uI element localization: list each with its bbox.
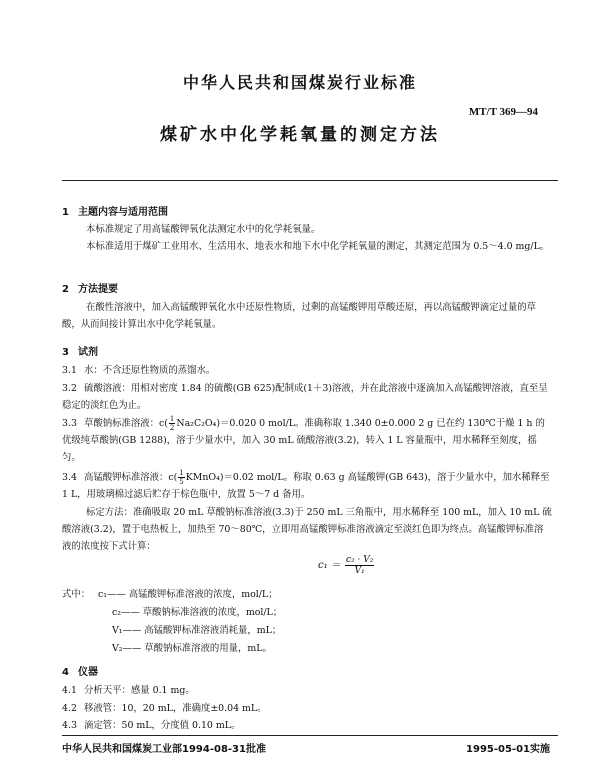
item-formula-pre: 草酸钠标准溶液：c( <box>84 418 168 429</box>
item-number: 4.2 <box>62 703 77 714</box>
variable-definition: V₁—— 高锰酸钾标准溶液消耗量，mL； <box>112 625 282 636</box>
variable-definition: V₂—— 草酸钠标准溶液的用量，mL。 <box>112 643 272 654</box>
item-text: 水：不含还原性物质的蒸馏水。 <box>84 365 216 376</box>
document-title: 煤矿水中化学耗氧量的测定方法 <box>160 125 440 145</box>
approval-note: 中华人民共和国煤炭工业部1994-08-31批准 <box>62 744 266 755</box>
item-number: 4.1 <box>62 685 77 696</box>
item-formula: KMnO₄)＝0.02 mol/L。 <box>185 472 294 483</box>
where-label: 式中： <box>62 589 91 600</box>
paragraph: 本标准规定了用高锰酸钾氧化法测定水中的化学耗氧量。 <box>86 224 321 235</box>
list-item <box>62 362 552 379</box>
fraction-denominator: 2 <box>169 424 175 432</box>
item-text: 分析天平：感量 0.1 mg。 <box>84 685 195 696</box>
variable-definition: c₂—— 草酸钠标准溶液的浓度，mol/L； <box>112 607 283 618</box>
calibration-paragraph: 标定方法：准确吸取 20 mL 草酸钠标准溶液(3.3)于 250 mL 三角瓶中，用水稀释至 100 mL，加入 10 mL 硫酸溶液(3.2)，置于电热板上，加热至 70～80℃，立即用高锰酸钾标准溶液滴定至淡红色即为终点。高锰酸钾标准溶液的浓度按下式计算： <box>62 507 552 552</box>
section-title: 主题内容与适用范围 <box>78 207 168 218</box>
equation-lhs: c₁ ＝ <box>318 560 341 571</box>
item-text: 硫酸溶液：用相对密度 1.84 的硫酸(GB 625)配制成(1＋3)溶液，并在此溶液中逐滴加入高锰酸钾溶液，直至呈稳定的淡红色为止。 <box>62 383 548 411</box>
variable-definition: c₁—— 高锰酸钾标准溶液的浓度，mol/L； <box>98 589 278 600</box>
paragraph: 本标准适用于煤矿工业用水、生活用水、地表水和地下水中化学耗氧量的测定，其测定范围为 0.5～4.0 mg/L。 <box>86 241 550 252</box>
list-item <box>62 717 552 734</box>
list-item <box>62 469 552 503</box>
item-text: 移液管：10，20 mL，准确度±0.04 mL。 <box>84 703 267 714</box>
item-formula-pre: 高锰酸钾标准溶液：c( <box>84 472 178 483</box>
section-number: 4 <box>62 667 69 678</box>
equation-denominator: V₁ <box>354 566 365 576</box>
fraction-numerator: 1 <box>169 415 175 423</box>
section-4-heading <box>62 663 98 678</box>
section-1-heading <box>62 203 168 218</box>
item-text: 称取 0.63 g 高锰酸钾(GB 643)，溶于少量水中，加水稀释至 1 L，用玻璃棉过滤后贮存于棕色瓶中，放置 5～7 d 备用。 <box>62 472 550 500</box>
item-number: 3.3 <box>62 418 77 429</box>
section-2-heading <box>62 280 118 295</box>
header-rule <box>62 180 558 181</box>
item-formula: Na₂C₂O₄)＝0.020 0 mol/L。 <box>176 418 305 429</box>
section-number: 1 <box>62 207 69 218</box>
fraction <box>178 469 184 486</box>
fraction <box>169 415 175 432</box>
item-number: 4.3 <box>62 720 77 731</box>
paragraph: 在酸性溶液中，加入高锰酸钾氧化水中还原性物质，过剩的高锰酸钾用草酸还原，再以高锰酸钾滴定过量的草酸，从而间接计算出水中化学耗氧量。 <box>62 302 537 330</box>
concentration-equation <box>318 555 375 576</box>
section-title: 试剂 <box>78 347 98 358</box>
item-text: 准确称取 1.340 0±0.000 2 g 已在约 130℃干燥 1 h 的优级纯草酸钠(GB 1288)，溶于少量水中，加入 30 mL 硫酸溶液(3.2)，转入 1 L 容量瓶中，用水稀释至刻度，摇匀。 <box>62 418 545 463</box>
footer-rule <box>62 735 558 736</box>
section-title: 仪器 <box>78 667 98 678</box>
equation-fraction <box>345 555 374 576</box>
standard-code: MT/T 369—94 <box>468 106 538 118</box>
list-item <box>62 682 552 699</box>
section-title: 方法提要 <box>78 284 118 295</box>
effective-date: 1995-05-01实施 <box>466 744 550 755</box>
section-number: 2 <box>62 284 69 295</box>
fraction-numerator: 1 <box>179 469 184 477</box>
standard-title: 中华人民共和国煤炭行业标准 <box>182 73 417 92</box>
item-number: 3.4 <box>62 472 77 483</box>
section-number: 3 <box>62 347 69 358</box>
list-item <box>62 380 552 414</box>
section-3-heading <box>62 343 98 358</box>
list-item <box>62 700 552 717</box>
list-item <box>62 415 552 466</box>
item-text: 滴定管：50 mL，分度值 0.10 mL。 <box>84 720 241 731</box>
item-number: 3.2 <box>62 383 77 394</box>
fraction-denominator: 5 <box>179 478 184 486</box>
equation-numerator: c₂ · V₂ <box>345 555 374 565</box>
item-number: 3.1 <box>62 365 77 376</box>
